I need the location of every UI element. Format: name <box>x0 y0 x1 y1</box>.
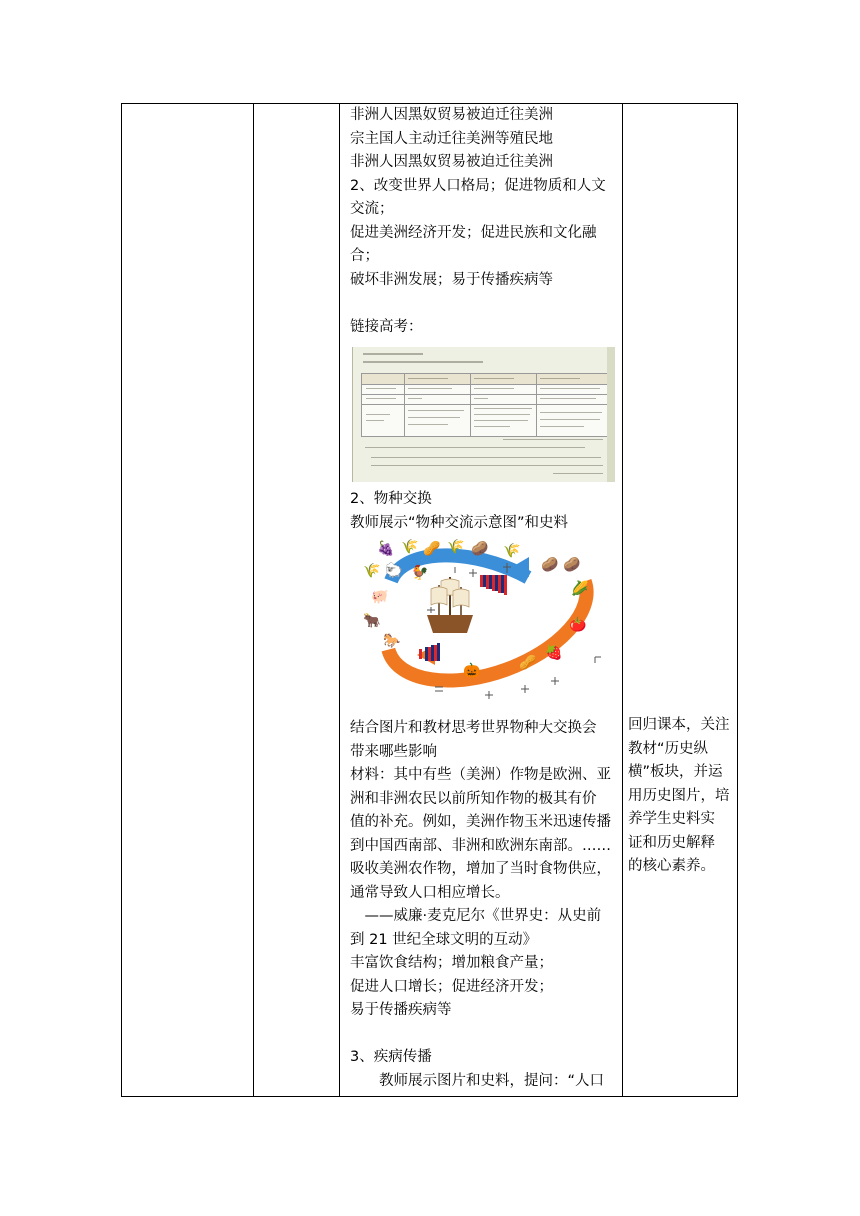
content-line: 通常导致人口相应增长。 <box>350 884 510 901</box>
content-line: 洲和非洲农民以前所知作物的极其有价 <box>350 790 597 807</box>
content-line: 宗主国人主动迁往美洲等殖民地 <box>350 130 553 147</box>
intent-line: 的核心素养。 <box>628 858 715 874</box>
link-exam-label: 链接高考： <box>350 318 423 335</box>
content-line: 教师展示图片和史料，提问：“人口 <box>350 1072 605 1089</box>
tomato-icon: 🍅 <box>569 617 587 633</box>
content-line: 促进人口增长；促进经济开发； <box>350 978 553 995</box>
content-line: 合； <box>350 248 379 264</box>
intent-line: 教材“历史纵 <box>628 740 709 757</box>
horse-icon: 🐎 <box>383 633 401 649</box>
content-line: 值的补充。例如，美洲作物玉米迅速传播 <box>350 814 611 830</box>
exam-question-image <box>352 347 615 482</box>
content-line: 结合图片和教材思考世界物种大交换会 <box>350 720 597 736</box>
strawberry-icon: 🍓 <box>545 645 563 661</box>
table-column-divider <box>339 104 340 1096</box>
wheat-icon: 🌾 <box>401 539 419 555</box>
cow-icon: 🐂 <box>363 613 381 629</box>
quote-citation: ——威廉·麦克尼尔《世界史：从史前 <box>350 908 602 924</box>
peanut-icon: 🥜 <box>519 655 537 671</box>
content-line: 促进美洲经济开发；促进民族和文化融 <box>350 224 597 241</box>
intent-line: 用历史图片，培 <box>628 787 730 804</box>
sheep-icon: 🐑 <box>385 563 403 579</box>
table-column-divider <box>622 104 623 1096</box>
potato-icon: 🥔 <box>563 557 581 573</box>
intent-line: 横”板块，并运 <box>628 764 723 780</box>
content-line: 带来哪些影响 <box>350 743 437 760</box>
potato-icon: 🥔 <box>471 541 489 557</box>
pumpkin-icon: 🎃 <box>463 663 481 679</box>
content-line: 材料：其中有些（美洲）作物是欧洲、亚 <box>350 767 611 783</box>
content-line: 到中国西南部、非洲和欧洲东南部。…… <box>350 837 611 854</box>
intent-line: 养学生史料实 <box>628 811 715 827</box>
content-line: 非洲人因黑奴贸易被迫迁往美洲 <box>350 107 553 123</box>
species-exchange-diagram <box>355 537 610 709</box>
content-line: 丰富饮食结构；增加粮食产量； <box>350 955 553 971</box>
intent-line: 回归课本，关注 <box>628 717 730 733</box>
wheat-icon: 🌾 <box>503 543 521 559</box>
wheat-icon: 🌾 <box>363 563 381 579</box>
table-column-divider <box>253 104 254 1096</box>
corn-icon: 🌽 <box>571 581 589 597</box>
lesson-table <box>121 103 738 1097</box>
wheat-icon: 🌾 <box>447 539 465 555</box>
migration-table-image <box>361 373 609 437</box>
potato-icon: 🥔 <box>541 557 559 573</box>
content-line: 破坏非洲发展；易于传播疾病等 <box>350 271 553 288</box>
pig-icon: 🐖 <box>371 589 389 605</box>
intent-line: 证和历史解释 <box>628 834 715 851</box>
disease-spread-heading: 3、疾病传播 <box>350 1049 432 1065</box>
teaching-content-cell <box>347 104 622 1093</box>
quote-citation: 到 21 世纪全球文明的互动》 <box>350 931 538 948</box>
content-line: 2、改变世界人口格局；促进物质和人文 <box>350 177 606 194</box>
teacher-show-line: 教师展示“物种交流示意图”和史料 <box>350 514 569 531</box>
content-line: 交流； <box>350 201 394 217</box>
grapes-icon: 🍇 <box>377 541 395 557</box>
chicken-icon: 🐓 <box>411 565 429 581</box>
peanut-icon: 🥜 <box>423 541 441 557</box>
design-intent-cell <box>628 714 736 879</box>
species-exchange-heading: 2、物种交换 <box>350 491 432 507</box>
content-line: 吸收美洲农作物，增加了当时食物供应， <box>350 861 611 877</box>
content-line: 易于传播疾病等 <box>350 1002 452 1018</box>
content-line: 非洲人因黑奴贸易被迫迁往美洲 <box>350 154 553 170</box>
